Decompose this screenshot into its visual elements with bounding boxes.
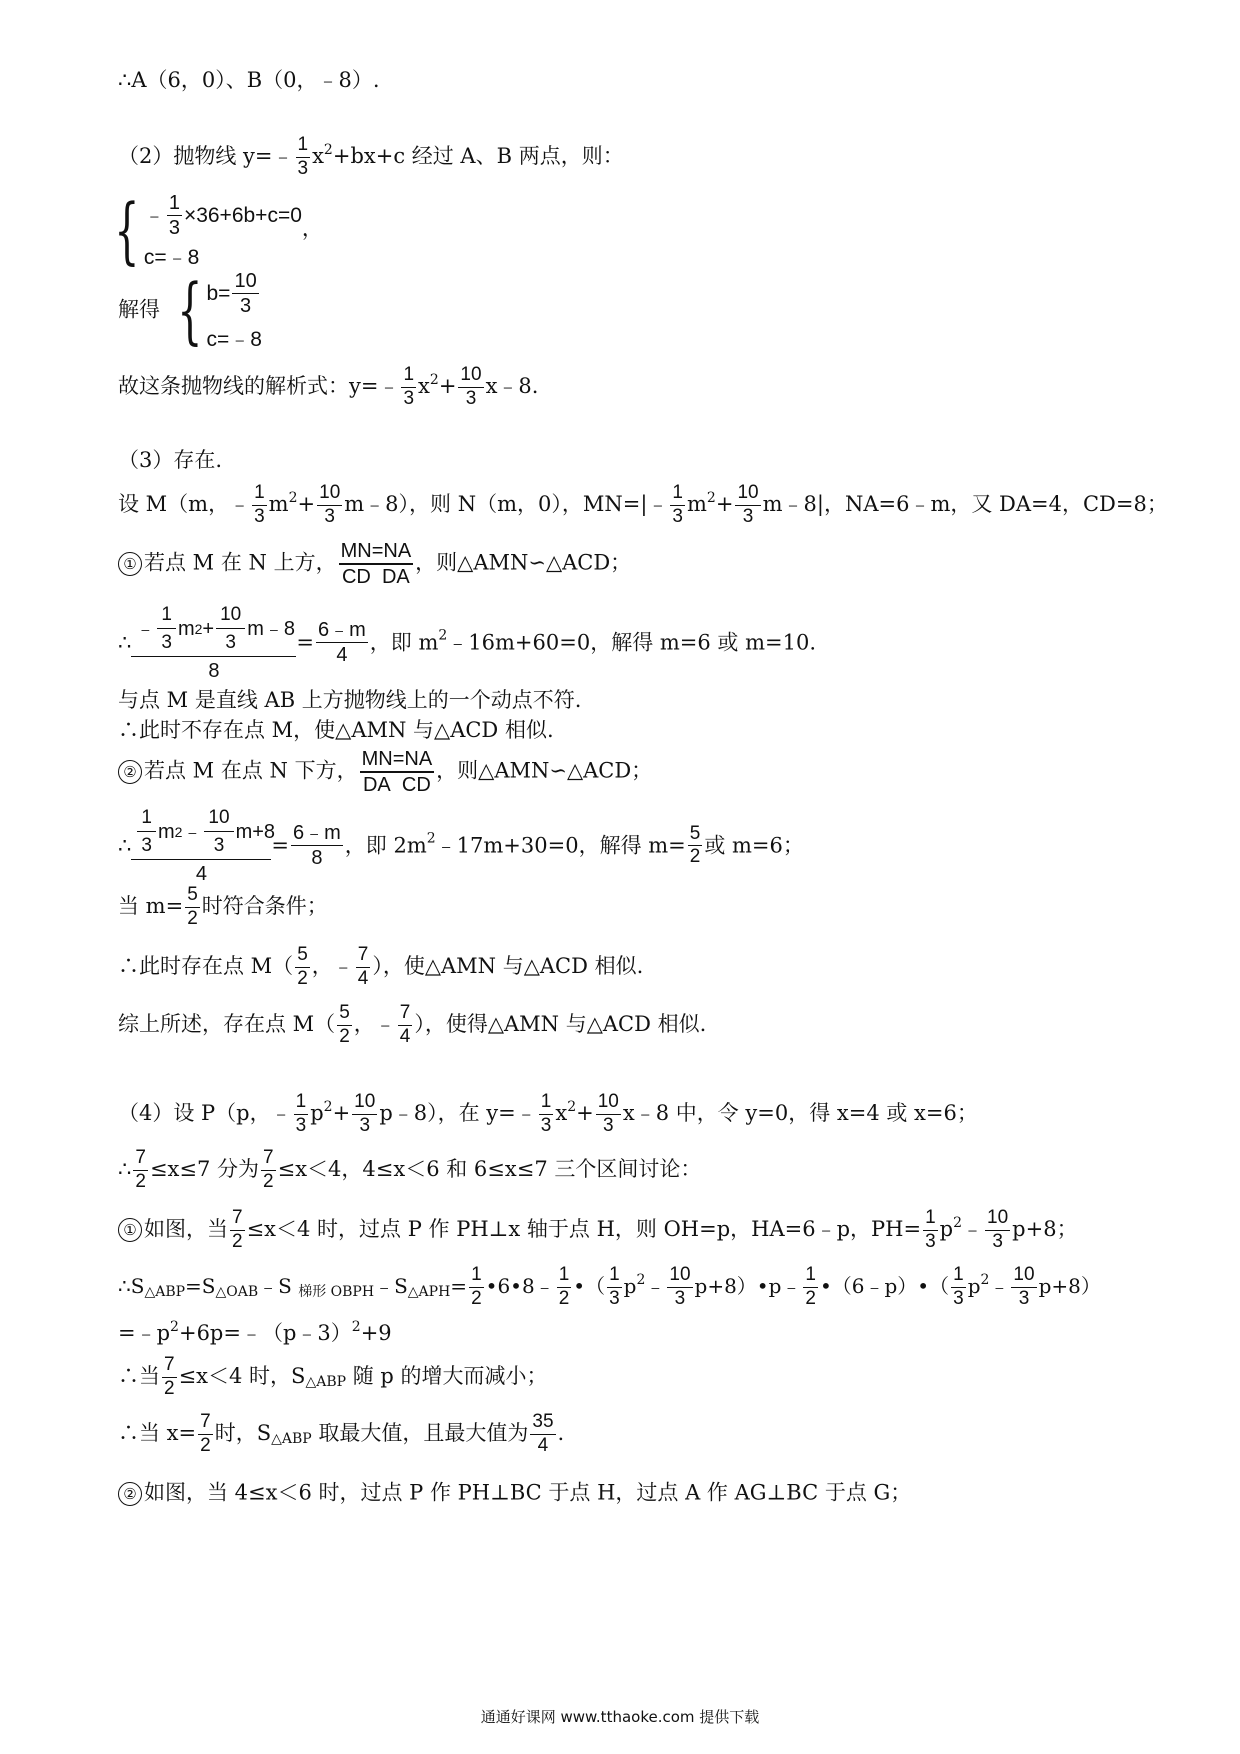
text-line: ∴此时不存在点 M，使△AMN 与△ACD 相似.: [118, 718, 554, 742]
text-line: （2）抛物线 y=﹣ $\frac{1}{3}$ $x^2+bx+c$ 经过 A、B 两点，则：: [118, 134, 624, 179]
text-line: ② 如图，当 4≤x＜6 时，过点 P 作 PH⊥BC 于点 H，过点 A 作 AG⊥BC 于点 G；: [118, 1482, 911, 1506]
text-line: ∴ $\frac{1}{3}$ m 2 ﹣ $\frac{10}{3}$ m+8 4 = $\frac{6﹣m}{8}$ ，即 $2m^2﹣17m+30=0$，解得 m= $\frac{5}{2}$ 或 m=6；: [118, 807, 804, 885]
text-line: $\therefore S_{\triangle ABP}=S_{\triangle OAB}﹣S$ $_{梯形 OBPH}﹣S_{\triangle APH}=$ $\frac{1}{2}$ •6•8﹣ $\frac{1}{2}$ •（ $\frac{1}{3}$ $p^2﹣$ $\frac{10}{3}$ p+8）•p﹣ $\frac{1}{2}$ •（6﹣p）•（ $\frac{1}{3}$ $p^2﹣$ $\frac{10}{3}$ p+8）: [118, 1264, 1101, 1309]
text-line: ∴A（6，0）、B（0，﹣8）.: [118, 68, 380, 92]
equation-system: 解得 { b= $\frac{10}{3}$ c=﹣8: [118, 268, 262, 352]
text-line: ② 若点 M 在点 N 下方， $\frac{MN=NA}{\text{DA CD}}$ ，则△AMN∽△ACD；: [118, 748, 652, 796]
text-line: （4）设 P（p，﹣ $\frac{1}{3}$ $p^2+$ $\frac{10}{3}$ p﹣8），在 y=﹣ $\frac{1}{3}$ $x^2+$ $\frac{10}{3}$ x﹣8 中，令 y=0，得 x=4 或 x=6；: [118, 1091, 978, 1136]
text-line: ∴ ﹣ $\frac{1}{3}$ m 2 + $\frac{10}{3}$ m﹣8 8 = $\frac{6﹣m}{4}$ ，即 $m^2﹣16m+60=0$，解得 m=6 或 m=10.: [118, 604, 817, 682]
text-line: ∴当 $\frac{7}{2}$ ≤x＜4 时，$S_{\triangle ABP}$ 随 p 的增大而减小；: [118, 1354, 548, 1399]
text-line: ① 若点 M 在 N 上方， $\frac{MN=NA}{\text{CD DA}}$ ，则△AMN∽△ACD；: [118, 540, 631, 588]
text-line: 故这条抛物线的解析式：y=﹣ $\frac{1}{3}$ $x^2+$ $\frac{10}{3}$ x﹣8.: [118, 364, 539, 409]
text-line: ∴ $\frac{7}{2}$ ≤x≤7 分为 $\frac{7}{2}$ ≤x＜4，4≤x＜6 和 6≤x≤7 三个区间讨论：: [118, 1147, 702, 1192]
fraction: $\frac{1}{3}$: [297, 134, 309, 179]
text-line: 与点 M 是直线 AB 上方抛物线上的一个动点不符.: [118, 688, 582, 712]
text-line: ① 如图，当 $\frac{7}{2}$ ≤x＜4 时，过点 P 作 PH⊥x 轴于点 H，则 OH=p，HA=6﹣p，PH= $\frac{1}{3}$ $p^2﹣$ $\frac{10}{3}$ p+8；: [118, 1208, 1078, 1253]
text-line: 当 m= $\frac{5}{2}$ 时符合条件；: [118, 884, 328, 929]
text-line: ∴当 x= $\frac{7}{2}$ 时，$S_{\triangle ABP}$ 取最大值，且最大值为 $\frac{35}{4}$ .: [118, 1411, 565, 1456]
text-line: ∴此时存在点 M（ $\frac{5}{2}$ ，﹣ $\frac{7}{4}$ ），使△AMN 与△ACD 相似.: [118, 944, 644, 989]
text-line: $=﹣p^2+6p=﹣(p﹣3)^2+9$: [118, 1319, 392, 1345]
footer: 通通好课网 www.tthaoke.com 提供下载: [480, 1708, 760, 1726]
text-line: 综上所述，存在点 M（ $\frac{5}{2}$ ，﹣ $\frac{7}{4}$ ），使得△AMN 与△ACD 相似.: [118, 1002, 707, 1047]
equation-system: { ﹣ $\frac{1}{3}$ ×36+6b+c=0 c=﹣8 ，: [114, 188, 323, 272]
text-line: 设 M（m，﹣ $\frac{1}{3}$ $m^2+$ $\frac{10}{3}$ m﹣8），则 N（m，0），MN=|﹣ $\frac{1}{3}$ $m^2+$ $\frac{10}{3}$ m﹣8|，NA=6﹣m，又 DA=4，CD=8；: [118, 482, 1168, 527]
text-line: （3）存在.: [118, 448, 223, 472]
